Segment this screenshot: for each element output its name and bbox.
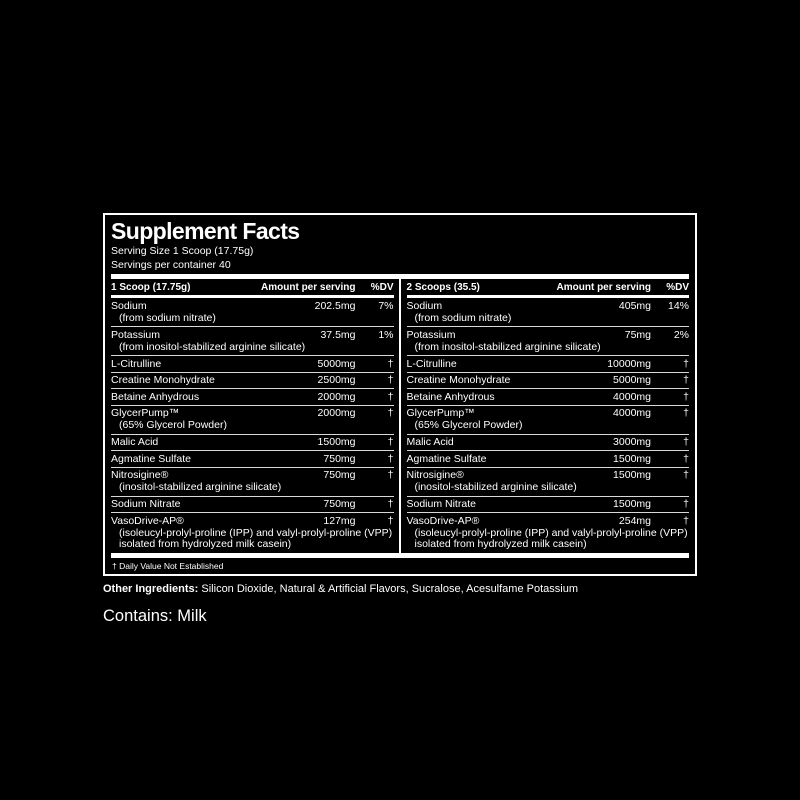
- ingredient-name: L-Citrulline: [111, 357, 162, 370]
- ingredient-main-line: [407, 453, 690, 465]
- column-header-dv: %DV: [370, 282, 394, 294]
- ingredient-main-line: [111, 300, 394, 312]
- ingredient-daily-value: †: [387, 390, 394, 403]
- table-row: [111, 451, 394, 468]
- table-row: [407, 451, 690, 468]
- table-row: [111, 389, 394, 406]
- table-row: [407, 513, 690, 553]
- column-header-label: 1 Scoop (17.75g): [111, 282, 191, 294]
- label-area: [103, 213, 697, 626]
- ingredient-name: VasoDrive-AP®: [111, 514, 184, 527]
- ingredient-main-line: [407, 300, 690, 312]
- table-row: [407, 298, 690, 327]
- ingredient-main-line: [407, 374, 690, 386]
- column-header-row: [407, 279, 690, 298]
- ingredient-amount: 2500mg: [317, 374, 356, 387]
- ingredient-name: Potassium: [406, 328, 456, 341]
- ingredient-sub-note: (65% Glycerol Powder): [119, 419, 227, 432]
- table-row: [111, 513, 394, 553]
- ingredient-name: GlycerPump™: [406, 407, 475, 420]
- ingredient-daily-value: †: [683, 407, 689, 420]
- table-row: [407, 406, 690, 435]
- ingredient-sub-note: (from sodium nitrate): [119, 311, 216, 324]
- ingredient-main-line: [407, 407, 690, 419]
- ingredient-daily-value: †: [387, 452, 394, 465]
- ingredient-name: Sodium Nitrate: [406, 498, 476, 511]
- ingredient-daily-value: †: [683, 357, 689, 370]
- table-row: [407, 468, 690, 497]
- ingredient-name: Sodium Nitrate: [111, 498, 181, 511]
- table-row: [407, 435, 690, 452]
- ingredient-name: Creatine Monohydrate: [111, 374, 215, 387]
- ingredient-name: Sodium: [111, 299, 147, 312]
- ingredient-daily-value: †: [387, 514, 394, 527]
- table-row: [407, 389, 690, 406]
- contains-statement: Contains: Milk: [103, 606, 207, 625]
- table-row: [111, 468, 394, 497]
- table-row: [111, 298, 394, 327]
- ingredient-main-line: [111, 469, 394, 481]
- ingredient-amount: 2000mg: [317, 390, 356, 403]
- ingredient-rows: [111, 298, 394, 553]
- ingredient-daily-value: †: [387, 407, 394, 420]
- ingredient-daily-value: 7%: [378, 299, 394, 312]
- ingredient-main-line: [111, 436, 394, 448]
- serving-size-line: Serving Size 1 Scoop (17.75g): [111, 245, 254, 258]
- ingredient-sub-note: (65% Glycerol Powder): [414, 419, 523, 432]
- ingredient-amount: 1500mg: [613, 452, 651, 465]
- other-ingredients-text: Silicon Dioxide, Natural & Artificial Flavors, Sucralose, Acesulfame Potassium: [198, 582, 578, 595]
- table-row: [407, 356, 690, 373]
- ingredient-name: Nitrosigine®: [406, 469, 464, 482]
- facts-columns: [111, 279, 689, 553]
- supplement-facts-panel: [103, 213, 697, 576]
- ingredient-daily-value: †: [387, 357, 394, 370]
- ingredient-amount: 37.5mg: [320, 328, 356, 341]
- ingredient-daily-value: †: [683, 436, 689, 449]
- ingredient-amount: 2000mg: [317, 407, 356, 420]
- ingredient-daily-value: †: [387, 374, 394, 387]
- table-row: [111, 373, 394, 390]
- ingredient-main-line: [111, 329, 394, 341]
- ingredient-name: Betaine Anhydrous: [406, 390, 495, 403]
- ingredient-main-line: [111, 498, 394, 510]
- ingredient-sub-note: (isoleucyl-prolyl-proline (IPP) and valyl-prolyl-proline (VPP) isolated from hydrolyzed milk casein): [119, 526, 393, 551]
- facts-column-1-scoop: [111, 279, 399, 553]
- ingredient-amount: 254mg: [618, 514, 651, 527]
- ingredient-name: Nitrosigine®: [111, 469, 169, 482]
- ingredient-daily-value: †: [683, 390, 689, 403]
- ingredient-amount: 4000mg: [613, 407, 651, 420]
- ingredient-daily-value: †: [387, 498, 394, 511]
- table-row: [111, 406, 394, 435]
- ingredient-sub-note: (from sodium nitrate): [414, 311, 512, 324]
- other-ingredients-line: [103, 583, 697, 596]
- ingredient-main-line: [111, 515, 394, 527]
- column-header-label: 2 Scoops (35.5): [406, 282, 480, 294]
- table-row: [407, 373, 690, 390]
- ingredient-sub-note: (inositol-stabilized arginine silicate): [119, 481, 282, 494]
- ingredient-daily-value: †: [387, 469, 394, 482]
- ingredient-amount: 1500mg: [613, 469, 651, 482]
- ingredient-daily-value: †: [387, 436, 394, 449]
- ingredient-main-line: [407, 469, 690, 481]
- ingredient-name: Malic Acid: [406, 436, 454, 449]
- facts-column-2-scoops: [401, 279, 690, 553]
- ingredient-amount: 10000mg: [607, 357, 651, 370]
- table-row: [407, 497, 690, 514]
- ingredient-main-line: [407, 515, 690, 527]
- ingredient-name: VasoDrive-AP®: [406, 514, 480, 527]
- other-ingredients-label: Other Ingredients:: [103, 582, 199, 595]
- ingredient-main-line: [111, 358, 394, 370]
- column-header-dv: %DV: [666, 282, 689, 294]
- column-header-row: [111, 279, 394, 298]
- ingredient-amount: 127mg: [323, 514, 356, 527]
- ingredient-name: Potassium: [111, 328, 161, 341]
- ingredient-name: Malic Acid: [111, 436, 159, 449]
- ingredient-daily-value: †: [683, 469, 689, 482]
- column-header-amount: Amount per serving: [556, 282, 651, 294]
- ingredient-main-line: [407, 329, 690, 341]
- ingredient-amount: 4000mg: [613, 390, 651, 403]
- ingredient-amount: 75mg: [624, 328, 651, 341]
- daily-value-footnote: † Daily Value Not Established: [112, 560, 224, 571]
- ingredient-main-line: [111, 374, 394, 386]
- ingredient-name: GlycerPump™: [111, 407, 180, 420]
- ingredient-sub-note: (from inositol-stabilized arginine silicate): [414, 340, 601, 353]
- ingredient-amount: 1500mg: [317, 436, 356, 449]
- servings-per-container-line: Servings per container 40: [111, 258, 231, 271]
- ingredient-daily-value: 14%: [667, 299, 689, 312]
- ingredient-amount: 750mg: [323, 469, 356, 482]
- table-row: [111, 497, 394, 514]
- ingredient-daily-value: †: [683, 498, 689, 511]
- ingredient-main-line: [407, 498, 690, 510]
- ingredient-daily-value: †: [683, 514, 689, 527]
- ingredient-daily-value: †: [683, 374, 689, 387]
- ingredient-main-line: [407, 436, 690, 448]
- ingredient-daily-value: 1%: [378, 328, 394, 341]
- ingredient-amount: 202.5mg: [314, 299, 356, 312]
- ingredient-main-line: [407, 358, 690, 370]
- ingredient-main-line: [111, 453, 394, 465]
- table-row: [407, 327, 690, 356]
- ingredient-name: Agmatine Sulfate: [111, 452, 191, 465]
- ingredient-name: L-Citrulline: [406, 357, 457, 370]
- ingredient-name: Creatine Monohydrate: [406, 374, 511, 387]
- ingredient-amount: 750mg: [323, 498, 356, 511]
- table-row: [111, 435, 394, 452]
- ingredient-main-line: [111, 391, 394, 403]
- ingredient-amount: 405mg: [618, 299, 651, 312]
- table-row: [111, 327, 394, 356]
- table-row: [111, 356, 394, 373]
- ingredient-sub-note: (inositol-stabilized arginine silicate): [414, 481, 577, 494]
- ingredient-main-line: [407, 391, 690, 403]
- ingredient-amount: 5000mg: [317, 357, 356, 370]
- ingredient-daily-value: †: [683, 452, 689, 465]
- ingredient-name: Sodium: [406, 299, 443, 312]
- column-header-amount: Amount per serving: [261, 282, 356, 294]
- ingredient-daily-value: 2%: [673, 328, 689, 341]
- ingredient-amount: 3000mg: [613, 436, 651, 449]
- ingredient-main-line: [111, 407, 394, 419]
- ingredient-amount: 750mg: [323, 452, 356, 465]
- ingredient-sub-note: (from inositol-stabilized arginine silicate): [119, 340, 306, 353]
- ingredient-amount: 5000mg: [613, 374, 651, 387]
- ingredient-name: Agmatine Sulfate: [406, 452, 487, 465]
- ingredient-name: Betaine Anhydrous: [111, 390, 200, 403]
- panel-title: Supplement Facts: [111, 218, 300, 244]
- ingredient-rows: [407, 298, 690, 553]
- ingredient-sub-note: (isoleucyl-prolyl-proline (IPP) and valyl-prolyl-proline (VPP) isolated from hydrolyzed milk casein): [414, 526, 688, 551]
- ingredient-amount: 1500mg: [613, 498, 651, 511]
